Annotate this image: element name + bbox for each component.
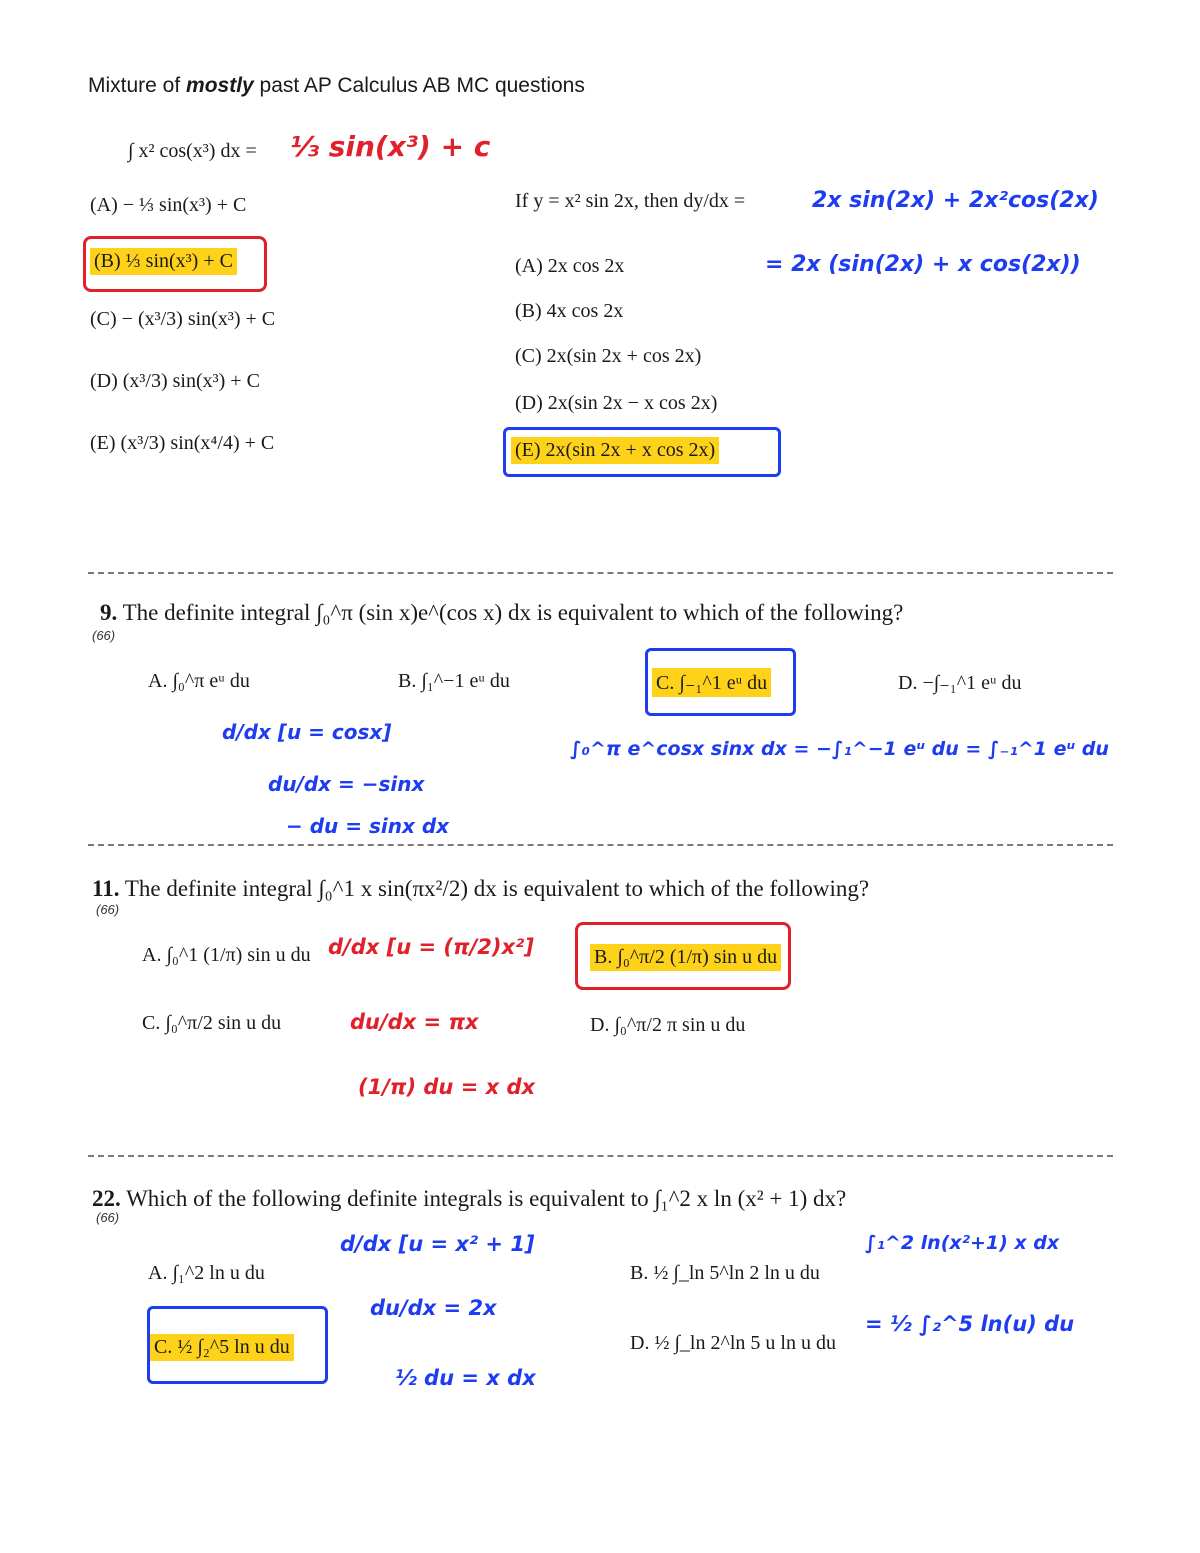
integral-option-a: (A) − ⅓ sin(x³) + C [90, 194, 247, 216]
q22-option-b: B. ½ ∫_ln 5^ln 2 ln u du [630, 1262, 820, 1284]
q9-option-a: A. ∫₀^π eᵘ du [148, 670, 250, 692]
divider [88, 844, 1113, 846]
q9-work-3: − du = sinx dx [286, 814, 450, 838]
integral-option-b: (B) ⅓ sin(x³) + C [90, 248, 237, 275]
derivative-work-1: 2x sin(2x) + 2x²cos(2x) [812, 188, 1099, 213]
q9-source: (66) [92, 628, 116, 643]
q9-work-1: d/dx [u = cosx] [222, 720, 392, 744]
q11-work-2: du/dx = πx [350, 1010, 479, 1034]
q22-option-d: D. ½ ∫_ln 2^ln 5 u ln u du [630, 1332, 836, 1354]
divider [88, 1155, 1113, 1157]
derivative-option-d: (D) 2x(sin 2x − x cos 2x) [515, 392, 718, 414]
derivative-option-a: (A) 2x cos 2x [515, 255, 625, 277]
q9-prompt: 9. The definite integral ∫₀^π (sin x)e^(cos x) dx is equivalent to which of the following? [100, 600, 904, 625]
derivative-option-e: (E) 2x(sin 2x + x cos 2x) [511, 437, 719, 464]
q11-work-3: (1/π) du = x dx [358, 1075, 536, 1099]
q22-work-3: ½ du = x dx [395, 1366, 536, 1390]
q22-work-1: d/dx [u = x² + 1] [340, 1232, 535, 1256]
q11-option-a: A. ∫₀^1 (1/π) sin u du [142, 944, 311, 966]
integral-work: ⅓ sin(x³) + c [290, 130, 491, 163]
integral-prompt: ∫ x² cos(x³) dx = [128, 140, 257, 162]
q11-source: (66) [96, 902, 120, 917]
q9-option-c: C. ∫₋₁^1 eᵘ du [652, 668, 771, 697]
q22-work-right-1: ∫₁^2 ln(x²+1) x dx [865, 1232, 1060, 1254]
integral-option-d: (D) (x³/3) sin(x³) + C [90, 370, 260, 392]
q11-option-d: D. ∫₀^π/2 π sin u du [590, 1014, 746, 1036]
q11-option-b: B. ∫₀^π/2 (1/π) sin u du [590, 944, 781, 971]
q22-work-right-2: = ½ ∫₂^5 ln(u) du [865, 1312, 1075, 1336]
derivative-prompt: If y = x² sin 2x, then dy/dx = [515, 190, 746, 212]
q9-option-d: D. −∫₋₁^1 eᵘ du [898, 672, 1022, 694]
derivative-work-2: = 2x (sin(2x) + x cos(2x)) [765, 252, 1081, 277]
q22-option-c: C. ½ ∫₂^5 ln u du [150, 1334, 294, 1361]
q22-work-2: du/dx = 2x [370, 1296, 497, 1320]
q9-option-b: B. ∫₁^−1 eᵘ du [398, 670, 510, 692]
q22-source: (66) [96, 1210, 120, 1225]
divider [88, 572, 1113, 574]
integral-option-e: (E) (x³/3) sin(x⁴/4) + C [90, 432, 275, 454]
q11-option-c: C. ∫₀^π/2 sin u du [142, 1012, 282, 1034]
q9-work-right: ∫₀^π e^cosx sinx dx = −∫₁^−1 eᵘ du = ∫₋₁^1 eᵘ du [570, 738, 1109, 760]
q22-option-a: A. ∫₁^2 ln u du [148, 1262, 265, 1284]
q22-prompt: 22. Which of the following definite integrals is equivalent to ∫₁^2 x ln (x² + 1) dx? [92, 1186, 847, 1211]
integral-option-c: (C) − (x³/3) sin(x³) + C [90, 308, 276, 330]
derivative-option-b: (B) 4x cos 2x [515, 300, 624, 322]
q9-work-2: du/dx = −sinx [268, 772, 425, 796]
q11-prompt: 11. The definite integral ∫₀^1 x sin(πx²/2) dx is equivalent to which of the following? [92, 876, 870, 901]
q11-work-1: d/dx [u = (π/2)x²] [328, 935, 534, 959]
page-title: Mixture of mostly past AP Calculus AB MC questions [88, 74, 585, 97]
derivative-option-c: (C) 2x(sin 2x + cos 2x) [515, 345, 702, 367]
